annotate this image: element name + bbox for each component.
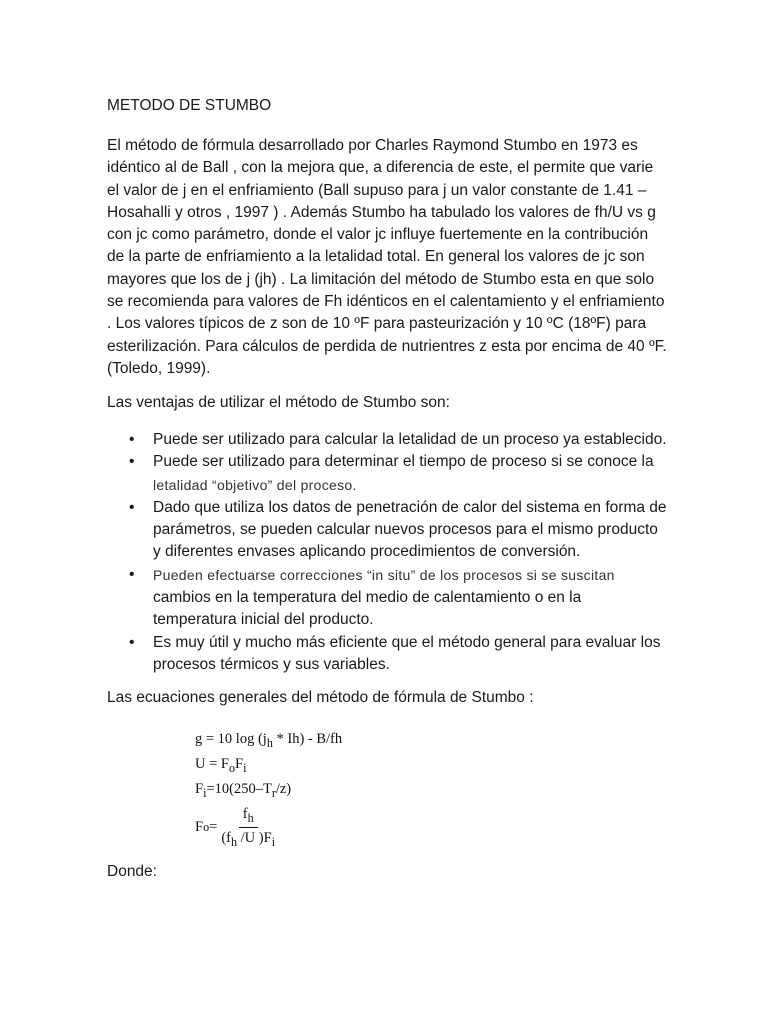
formula-fo (195, 806, 342, 850)
formula-text: F (235, 756, 244, 772)
formula-subscript: o (203, 820, 210, 835)
formula-text: F (195, 819, 204, 836)
bullet-icon: • (129, 498, 135, 516)
formula-fraction (221, 806, 275, 850)
list-item (107, 497, 667, 564)
formula-text: U = F (195, 756, 229, 772)
formula-text: =10(250–T (206, 781, 272, 797)
advantages-list (107, 429, 667, 676)
formula-text: g = 10 log (j (195, 731, 267, 747)
fraction-denominator (221, 828, 275, 850)
list-item (107, 451, 667, 497)
donde-label: Donde: (107, 863, 157, 880)
formula-subscript: h (266, 735, 273, 750)
bullet-icon: • (129, 565, 135, 583)
bullet-icon: • (129, 453, 135, 471)
formula-text: f (242, 806, 248, 822)
formula-text: (f (221, 829, 231, 846)
bullet-icon: • (129, 431, 135, 448)
formula-text: = (209, 819, 218, 836)
formula-subscript: i (243, 760, 247, 775)
intro-paragraph: El método de fórmula desarrollado por Charles Raymond Stumbo en 1973 es idéntico al de Ball , con la mejora que, a diferencia de este, el permite que varie el valor de j en el enfriamiento (Ball supuso para j un valor constante de 1.41 – Hosahalli y otros , 1997 ) . Además Stumbo ha tabulado los valores de fh/U vs g con jc como parámetro, donde el valor jc influye fuertemente en la contribución de la parte de enfriamiento a la letalidad total. En general los valores de jc son mayores que los de j (jh) . La limitación del método de Stumbo esta en que solo se recomienda para valores de Fh idénticos en el calentamiento y el enfriamiento . Los valores típicos de z son de 10 ºF para pasteurización y 10 ºC (18ºF) para esterilización. Para cálculos de perdida de nutrientres z esta por encima de 40 ºF. (Toledo, 1999). (107, 137, 667, 377)
formula-subscript: o (228, 760, 236, 775)
equations-intro: Las ecuaciones generales del método de fórmula de Stumbo : (107, 689, 534, 706)
formula-u (195, 754, 342, 779)
formula-text: /z) (275, 781, 292, 797)
formula-block (195, 729, 342, 850)
formula-g (195, 729, 342, 754)
list-item-text: Dado que utiliza los datos de penetración de calor del sistema en forma de parámetros, se pueden calcular nuevos procesos para el mismo producto y diferentes envases aplicando procedimientos de conversión. (153, 498, 667, 561)
document-title: METODO DE STUMBO (107, 97, 272, 114)
formula-subscript: i (203, 785, 207, 800)
list-item-text: Puede ser utilizado para determinar el tiempo de proceso si se conoce la (153, 453, 654, 471)
formula-text: /U )F (237, 829, 272, 846)
list-item (107, 632, 667, 677)
formula-subscript: h (247, 810, 254, 825)
formula-subscript: h (230, 834, 238, 849)
formula-text: F (195, 781, 204, 797)
formula-text: * Ih) - B/fh (272, 731, 343, 747)
list-item-text: Puede ser utilizado para calcular la letalidad de un proceso ya establecido. (153, 431, 667, 448)
formula-subscript: r (271, 785, 276, 800)
fraction-numerator (239, 806, 258, 828)
list-item (107, 429, 667, 451)
formula-fi (195, 779, 342, 804)
list-item-text: Es muy útil y mucho más eficiente que el método general para evaluar los procesos térmicos y sus variables. (153, 633, 661, 673)
list-item-text-continued: cambios en la temperatura del medio de calentamiento o en la temperatura inicial del producto. (153, 589, 582, 629)
advantages-intro: Las ventajas de utilizar el método de Stumbo son: (107, 394, 450, 411)
list-item-text: Pueden efectuarse correcciones “in situ” de los procesos si se suscitan (153, 566, 615, 583)
list-item-text-continued: letalidad “objetivo” del proceso. (153, 476, 357, 493)
list-item (107, 564, 667, 632)
bullet-icon: • (129, 633, 135, 651)
formula-subscript: i (271, 834, 276, 849)
